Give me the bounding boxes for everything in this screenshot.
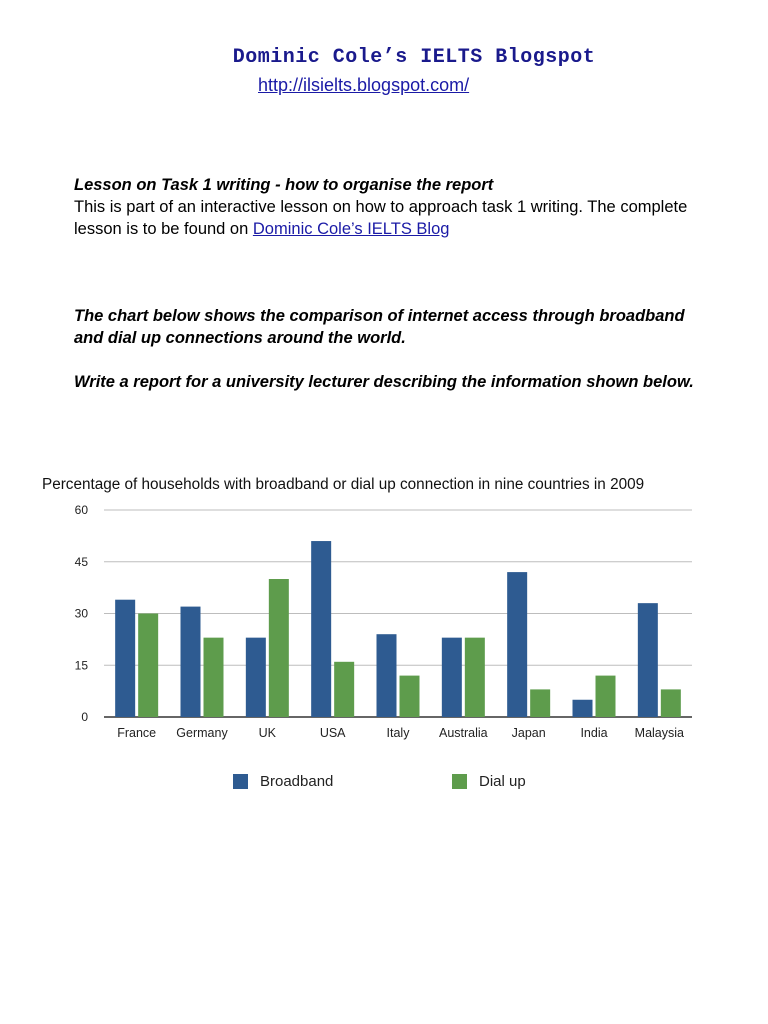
bar-dial-up-germany bbox=[204, 638, 224, 717]
bar-broadband-malaysia bbox=[638, 603, 658, 717]
x-tick-label: Australia bbox=[439, 726, 488, 740]
bar-dial-up-italy bbox=[400, 676, 420, 717]
bar-dial-up-france bbox=[138, 614, 158, 718]
blog-url-link[interactable]: http://ilsielts.blogspot.com/ bbox=[258, 75, 470, 95]
x-tick-label: Italy bbox=[386, 726, 410, 740]
bar-dial-up-malaysia bbox=[661, 689, 681, 717]
blog-title: Dominic Cole’s IELTS Blogspot bbox=[232, 46, 596, 69]
x-tick-label: USA bbox=[319, 726, 346, 740]
bar-dial-up-usa bbox=[334, 662, 354, 717]
bar-dial-up-uk bbox=[269, 579, 289, 717]
bar-broadband-uk bbox=[246, 638, 266, 717]
chart-title: Percentage of households with broadband or dial up connection in nine countries in 2009 bbox=[42, 476, 645, 493]
legend-label-dial-up: Dial up bbox=[479, 773, 526, 790]
blog-link[interactable]: Dominic Cole’s IELTS Blog bbox=[252, 220, 450, 238]
y-tick-label: 60 bbox=[74, 503, 88, 517]
y-tick-label: 0 bbox=[81, 710, 88, 724]
x-tick-label: UK bbox=[258, 726, 277, 740]
y-tick-label: 30 bbox=[74, 606, 88, 621]
x-tick-label: Japan bbox=[511, 726, 546, 740]
bar-dial-up-india bbox=[596, 676, 616, 717]
task-prompt-description: The chart below shows the comparison of internet access through broadband and dial up connections around the world. bbox=[74, 307, 685, 347]
bar-dial-up-australia bbox=[465, 638, 485, 717]
x-tick-label: France bbox=[117, 726, 157, 740]
lesson-body: This is part of an interactive lesson on how to approach task 1 writing. The complete lesson is to be found on bbox=[74, 198, 688, 238]
legend-swatch-broadband bbox=[233, 774, 248, 789]
y-tick-label: 15 bbox=[74, 658, 88, 673]
bar-chart bbox=[0, 495, 768, 805]
task-prompt-instruction: Write a report for a university lecturer describing the information shown below. bbox=[74, 373, 694, 391]
legend-label-broadband: Broadband bbox=[260, 773, 334, 790]
x-tick-label: India bbox=[580, 726, 608, 740]
bar-dial-up-japan bbox=[530, 689, 550, 717]
legend-swatch-dial-up bbox=[452, 774, 467, 789]
x-tick-label: Germany bbox=[176, 726, 228, 740]
bar-broadband-japan bbox=[507, 572, 527, 717]
bar-broadband-italy bbox=[377, 634, 397, 717]
bar-broadband-germany bbox=[181, 607, 201, 717]
bar-broadband-australia bbox=[442, 638, 462, 717]
task-prompt bbox=[74, 305, 714, 415]
x-tick-label: Malaysia bbox=[634, 726, 684, 740]
lesson-section bbox=[74, 174, 714, 240]
bar-broadband-india bbox=[573, 700, 593, 717]
y-tick-label: 45 bbox=[74, 554, 88, 569]
lesson-heading: Lesson on Task 1 writing - how to organise the report bbox=[74, 176, 494, 194]
bar-broadband-france bbox=[115, 600, 135, 717]
bar-broadband-usa bbox=[311, 541, 331, 717]
